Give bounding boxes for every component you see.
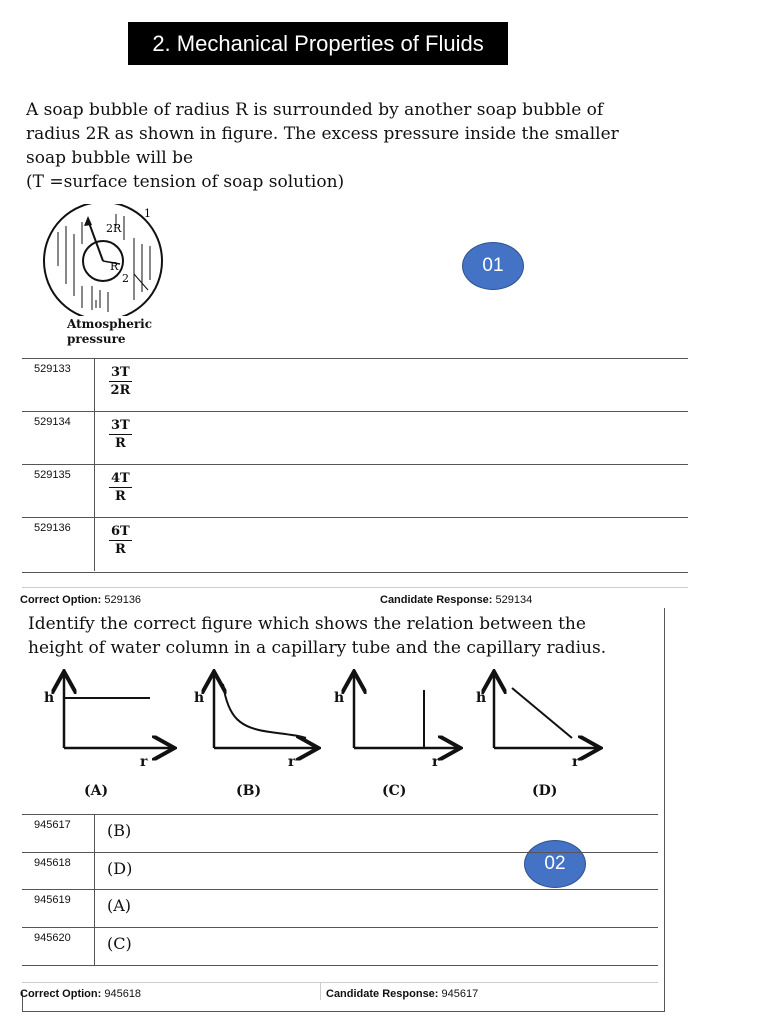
candidate-response-value: 529134 bbox=[495, 594, 533, 606]
option-row[interactable] bbox=[22, 518, 688, 571]
question-1-text bbox=[26, 98, 686, 194]
option-row[interactable] bbox=[22, 359, 688, 412]
option-row[interactable] bbox=[22, 815, 658, 853]
soap-bubble-figure bbox=[36, 204, 186, 316]
option-id: 945617 bbox=[22, 815, 95, 853]
fraction-numerator: 4T bbox=[111, 471, 130, 486]
capillary-graphs bbox=[30, 668, 650, 803]
question-2-line: Identify the correct figure which shows the relation between the bbox=[28, 614, 586, 634]
option-id: 945620 bbox=[22, 928, 95, 966]
option-id: 945619 bbox=[22, 890, 95, 928]
fraction-denominator: R bbox=[114, 436, 126, 451]
bubble-label-1: 1 bbox=[144, 207, 151, 220]
fraction-denominator: R bbox=[114, 542, 126, 557]
figure-caption bbox=[67, 317, 152, 347]
fraction-denominator: R bbox=[114, 489, 126, 504]
question-2-text bbox=[28, 612, 652, 660]
graph-d-x-label: r bbox=[572, 754, 580, 770]
question-1-line: soap bubble will be bbox=[26, 148, 194, 168]
question-1-options bbox=[22, 358, 688, 571]
graph-c-caption: (C) bbox=[382, 783, 407, 799]
correct-option-2 bbox=[20, 988, 141, 1000]
question-1-line: radius 2R as shown in figure. The excess pressure inside the smaller bbox=[26, 124, 619, 144]
bubble-label-2: 2 bbox=[122, 272, 129, 285]
option-id: 529134 bbox=[22, 412, 95, 465]
question-number-badge: 02 bbox=[524, 840, 586, 888]
question-2-options bbox=[22, 814, 658, 966]
option-value bbox=[95, 359, 689, 412]
option-id: 529136 bbox=[22, 518, 95, 571]
frame-border bbox=[22, 1011, 664, 1012]
correct-option-value: 945618 bbox=[104, 988, 142, 1000]
divider bbox=[22, 572, 688, 573]
fraction bbox=[109, 471, 132, 504]
divider bbox=[22, 965, 658, 966]
option-row[interactable] bbox=[22, 412, 688, 465]
option-value: (C) bbox=[95, 928, 659, 966]
option-id: 529135 bbox=[22, 465, 95, 518]
option-value bbox=[95, 465, 689, 518]
option-row[interactable] bbox=[22, 890, 658, 928]
divider bbox=[22, 587, 688, 588]
graph-b-caption: (B) bbox=[236, 783, 262, 799]
option-row[interactable] bbox=[22, 853, 658, 890]
candidate-response-value: 945617 bbox=[441, 988, 479, 1000]
graph-d-curve bbox=[512, 688, 572, 738]
divider bbox=[320, 982, 321, 1000]
graph-c-x-label: r bbox=[432, 754, 440, 770]
graph-b-x-label: r bbox=[288, 754, 296, 770]
fraction bbox=[109, 524, 132, 557]
graph-a-x-label: r bbox=[140, 754, 148, 770]
fraction-numerator: 6T bbox=[111, 524, 130, 539]
graph-c-y-label: h bbox=[334, 690, 345, 706]
correct-option-label: Correct Option: bbox=[20, 988, 102, 1000]
option-id: 529133 bbox=[22, 359, 95, 412]
inner-radius-label: R bbox=[110, 260, 119, 273]
graph-b-y-label: h bbox=[194, 690, 205, 706]
fraction-numerator: 3T bbox=[111, 418, 130, 433]
question-1-line: (T =surface tension of soap solution) bbox=[26, 172, 345, 192]
candidate-response-label: Candidate Response: bbox=[380, 594, 493, 606]
caption-line: Atmospheric bbox=[67, 317, 153, 331]
fraction-denominator: 2R bbox=[110, 383, 131, 398]
candidate-response-2 bbox=[326, 988, 478, 1000]
graph-a-y-label: h bbox=[44, 690, 55, 706]
fraction-numerator: 3T bbox=[111, 365, 130, 380]
question-1-line: A soap bubble of radius R is surrounded by another soap bubble of bbox=[26, 100, 604, 120]
option-value bbox=[95, 412, 689, 465]
option-row[interactable] bbox=[22, 465, 688, 518]
graph-b-curve bbox=[223, 684, 306, 738]
question-number-badge: 01 bbox=[462, 242, 524, 290]
candidate-response-label: Candidate Response: bbox=[326, 988, 439, 1000]
question-2-line: height of water column in a capillary tube and the capillary radius. bbox=[28, 638, 607, 658]
option-id: 945618 bbox=[22, 853, 95, 890]
correct-option-label: Correct Option: bbox=[20, 594, 102, 606]
option-row[interactable] bbox=[22, 928, 658, 966]
candidate-response-1 bbox=[380, 594, 532, 606]
fraction bbox=[109, 365, 132, 398]
caption-line: pressure bbox=[67, 332, 126, 346]
correct-option-value: 529136 bbox=[104, 594, 142, 606]
option-value: (D) bbox=[95, 853, 659, 890]
graph-d-caption: (D) bbox=[532, 783, 558, 799]
page-title: 2. Mechanical Properties of Fluids bbox=[128, 22, 508, 65]
option-value: (B) bbox=[95, 815, 659, 853]
outer-radius-label: 2R bbox=[106, 222, 122, 235]
option-value bbox=[95, 518, 689, 571]
correct-option-1 bbox=[20, 594, 141, 606]
fraction bbox=[109, 418, 132, 451]
frame-border bbox=[664, 608, 665, 1012]
graph-d-y-label: h bbox=[476, 690, 487, 706]
divider bbox=[22, 982, 658, 983]
option-value: (A) bbox=[95, 890, 659, 928]
graph-a-caption: (A) bbox=[84, 783, 109, 799]
